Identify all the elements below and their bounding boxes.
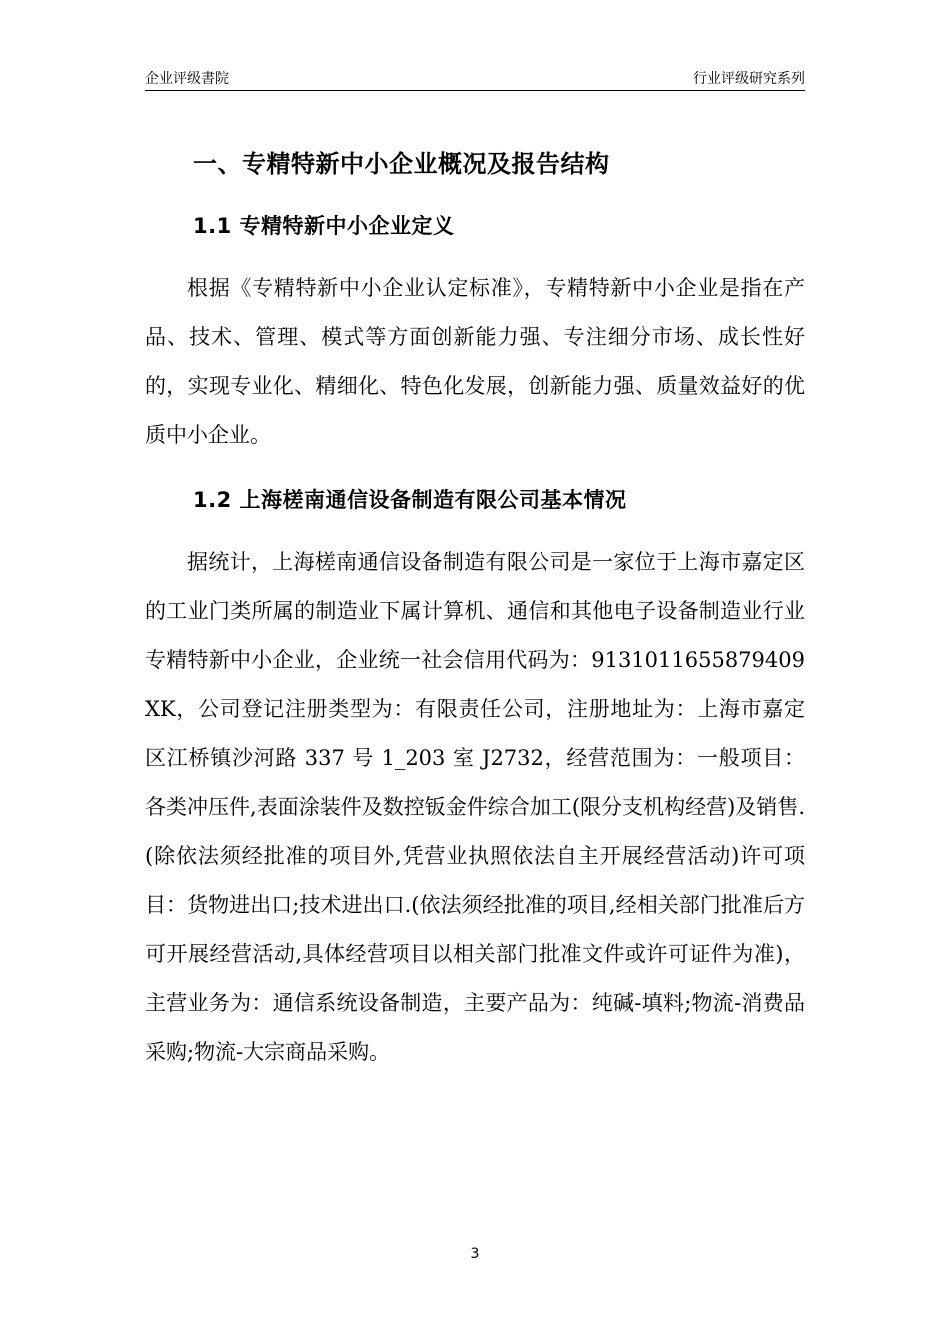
page-number: 3 <box>470 1246 480 1262</box>
subsection-title-definition: 1.1 专精特新中小企业定义 <box>193 214 455 238</box>
page-header <box>145 66 805 91</box>
section-title: 一、专精特新中小企业概况及报告结构 <box>193 150 610 178</box>
header-publisher: 企业评级書院 <box>145 71 229 87</box>
paragraph-company-info: 据统计，上海槎南通信设备制造有限公司是一家位于上海市嘉定区的工业门类所属的制造业下属计算机、通信和其他电子设备制造业行业专精特新中小企业，企业统一社会信用代码为：9131011655879409XK，公司登记注册类型为：有限责任公司，注册地址为：上海市嘉定区江桥镇沙河路 337 号 1_203 室 J2732，经营范围为：一般项目：各类冲压件,表面涂装件及数控钣金件综合加工(限分支机构经营)及销售.(除依法须经批准的项目外,凭营业执照依法自主开展经营活动)许可项目：货物进出口;技术进出口.(依法须经批准的项目,经相关部门批准后方可开展经营活动,具体经营项目以相关部门批准文件或许可证件为准)，主营业务为：通信系统设备制造，主要产品为：纯碱-填料;物流-消费品采购;物流-大宗商品采购。 <box>145 550 805 1064</box>
subsection-title-company-info: 1.2 上海槎南通信设备制造有限公司基本情况 <box>193 488 627 512</box>
header-series: 行业评级研究系列 <box>693 71 805 87</box>
paragraph-definition: 根据《专精特新中小企业认定标准》，专精特新中小企业是指在产品、技术、管理、模式等方面创新能力强、专注细分市场、成长性好的，实现专业化、精细化、特色化发展，创新能力强、质量效益好的优质中小企业。 <box>145 276 805 447</box>
